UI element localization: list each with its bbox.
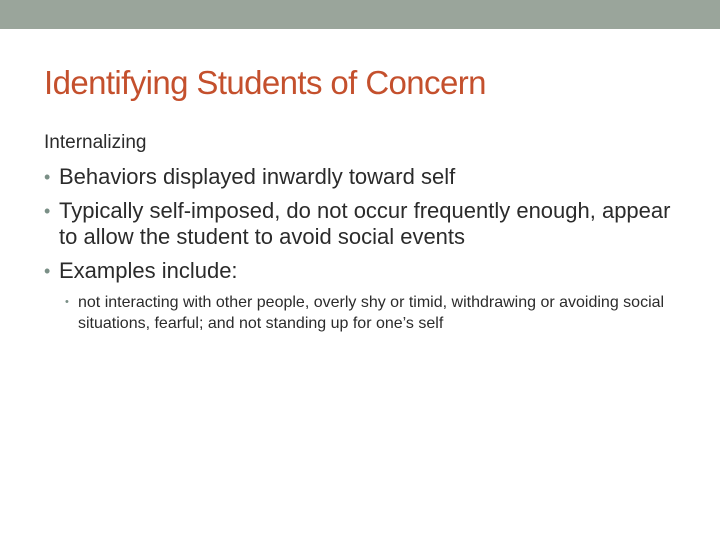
bullet-item	[44, 164, 694, 190]
section-subheading: Internalizing	[44, 132, 147, 153]
top-accent-band	[0, 0, 720, 29]
sub-bullet-list	[59, 292, 694, 334]
bullet-list	[44, 164, 694, 342]
bullet-text: Examples include:	[59, 258, 238, 283]
sub-bullet-dot-icon: •	[65, 296, 69, 308]
sub-bullet-item	[59, 292, 703, 334]
slide-title: Identifying Students of Concern	[44, 64, 486, 101]
bullet-dot-icon: •	[44, 261, 51, 281]
sub-bullet-text: not interacting with other people, overly shy or timid, withdrawing or avoiding social situations, fearful; and not standing up for one’s self	[78, 294, 665, 332]
bullet-text: Behaviors displayed inwardly toward self	[59, 164, 456, 189]
bullet-item	[44, 198, 694, 250]
bullet-item	[44, 258, 694, 334]
bullet-text: Typically self-imposed, do not occur frequently enough, appear to allow the student to avoid social events	[59, 198, 671, 249]
bullet-dot-icon: •	[44, 167, 51, 187]
bullet-dot-icon: •	[44, 201, 51, 221]
